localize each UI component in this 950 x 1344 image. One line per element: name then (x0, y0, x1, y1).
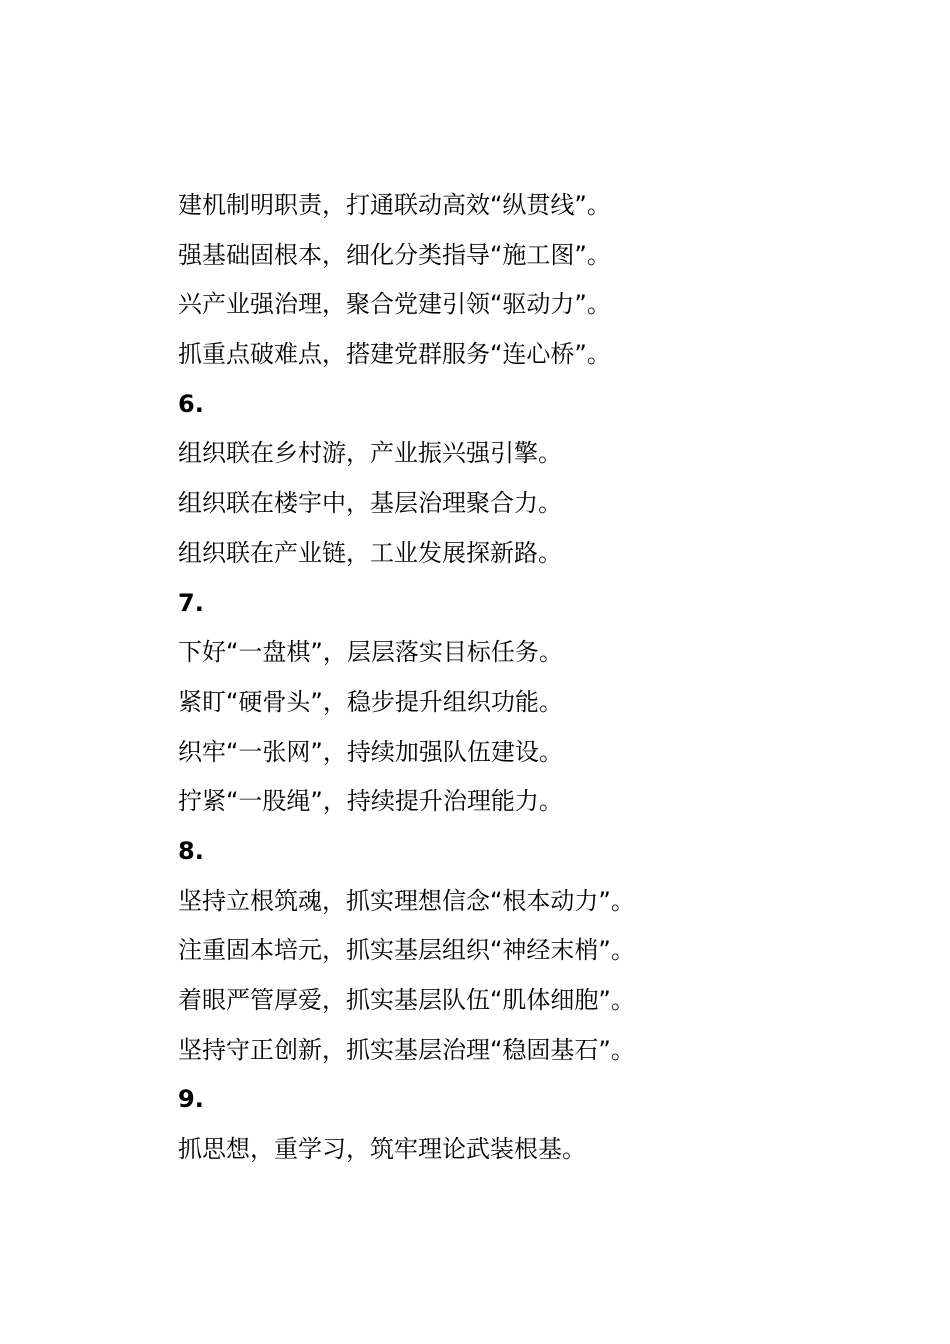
text-line: 注重固本培元，抓实基层组织“神经末梢”。 (178, 936, 635, 965)
text-line: 坚持守正创新，抓实基层治理“稳固基石”。 (178, 1035, 635, 1064)
text-line: 着眼严管厚爱，抓实基层队伍“肌体细胞”。 (178, 986, 635, 1014)
text-line: 坚持立根筑魂，抓实理想信念“根本动力”。 (178, 886, 635, 915)
text-line: 建机制明职责，打通联动高效“纵贯线”。 (178, 191, 611, 219)
text-line: 兴产业强治理，聚合党建引领“驱动力”。 (178, 290, 611, 319)
text-line: 抓重点破难点，搭建党群服务“连心桥”。 (178, 340, 611, 369)
document-body (178, 181, 878, 1175)
text-line: 组织联在乡村游，产业振兴强引擎。 (178, 439, 562, 468)
text-line: 抓思想，重学习，筑牢理论武装根基。 (178, 1135, 586, 1164)
text-line: 下好“一盘棋”，层层落实目标任务。 (178, 638, 563, 667)
section-number: 6. (178, 389, 204, 418)
text-line: 拧紧“一股绳”，持续提升治理能力。 (178, 787, 563, 816)
text-line: 组织联在楼宇中，基层治理聚合力。 (178, 489, 562, 518)
text-line: 紧盯“硬骨头”，稳步提升组织功能。 (178, 687, 563, 716)
section-number: 7. (178, 588, 204, 617)
text-line: 组织联在产业链，工业发展探新路。 (178, 538, 562, 567)
text-line: 强基础固根本，细化分类指导“施工图”。 (178, 240, 611, 269)
section-number: 9. (178, 1085, 204, 1114)
text-line: 织牢“一张网”，持续加强队伍建设。 (178, 737, 563, 766)
section-number: 8. (178, 836, 204, 865)
